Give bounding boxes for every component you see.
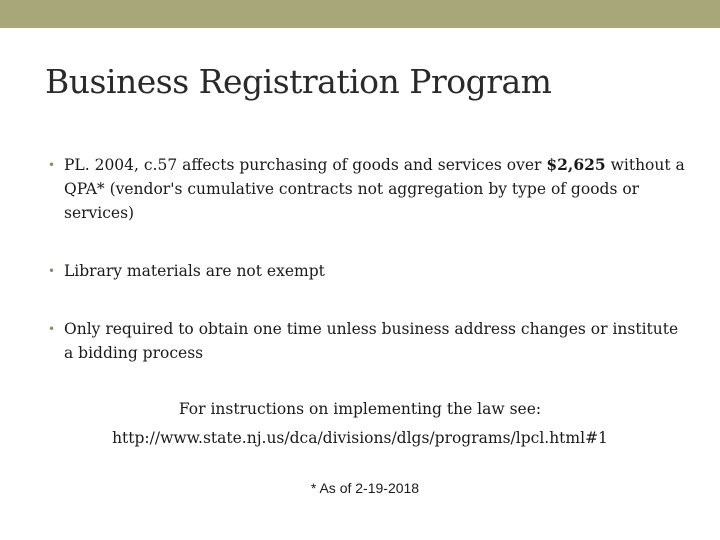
bullet-text-before: PL. 2004, c.57 affects purchasing of goods and services over — [64, 156, 547, 174]
top-accent-bar — [0, 0, 720, 28]
bullet-text: Only required to obtain one time unless business address changes or institute a bidding process — [64, 320, 679, 362]
bullet-icon: • — [48, 264, 56, 278]
slide-title: Business Registration Program — [45, 62, 552, 101]
bullet-list — [48, 153, 688, 399]
bullet-icon: • — [48, 322, 56, 336]
bullet-icon: • — [48, 158, 56, 172]
bullet-item-required — [48, 317, 688, 365]
bullet-text-after: without a QPA* (vendor's cumulative contracts not aggregation by type of goods or services) — [64, 156, 685, 222]
threshold-amount: $2,625 — [546, 155, 606, 174]
footnote: * As of 2-19-2018 — [310, 480, 420, 496]
bullet-item-pl2004 — [48, 153, 688, 225]
bullet-text: Library materials are not exempt — [64, 262, 325, 280]
bullet-item-library — [48, 259, 688, 283]
instructions-url[interactable]: http://www.state.nj.us/dca/divisions/dlgs/programs/lpcl.html#1 — [112, 429, 608, 447]
instructions-text: For instructions on implementing the law see: — [178, 400, 542, 418]
